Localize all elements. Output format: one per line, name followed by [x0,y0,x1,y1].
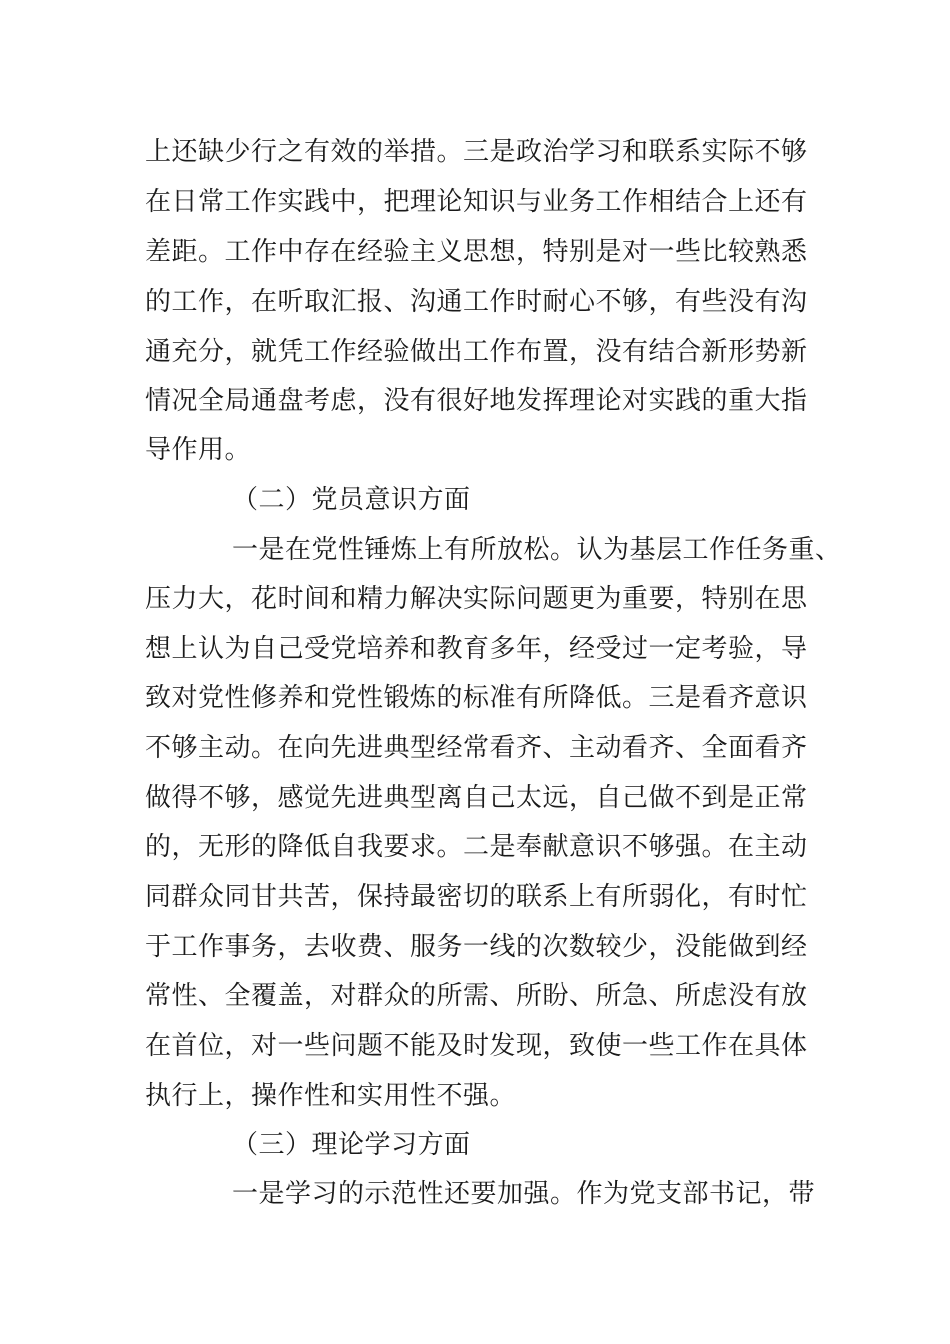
text-line: 在日常工作实践中，把理论知识与业务工作相结合上还有 [145,187,808,217]
text-line: 常性、全覆盖，对群众的所需、所盼、所急、所虑没有放 [145,981,808,1011]
text-line: 差距。工作中存在经验主义思想，特别是对一些比较熟悉 [145,237,808,267]
text-line: 上还缺少行之有效的举措。三是政治学习和联系实际不够 [145,137,808,167]
text-line: 一是在党性锤炼上有所放松。认为基层工作任务重、 [232,535,842,565]
text-line: 不够主动。在向先进典型经常看齐、主动看齐、全面看齐 [145,733,808,763]
text-line: 的，无形的降低自我要求。二是奉献意识不够强。在主动 [145,832,808,862]
text-line: 执行上，操作性和实用性不强。 [145,1081,517,1111]
text-line: 做得不够，感觉先进典型离自己太远，自己做不到是正常 [145,783,808,813]
text-line: 在首位，对一些问题不能及时发现，致使一些工作在具体 [145,1031,808,1061]
text-line: 通充分，就凭工作经验做出工作布置，没有结合新形势新 [145,337,808,367]
text-line: 想上认为自己受党培养和教育多年，经受过一定考验，导 [145,634,808,664]
text-line: 的工作，在听取汇报、沟通工作时耐心不够，有些没有沟 [145,287,808,317]
text-line: 一是学习的示范性还要加强。作为党支部书记，带 [232,1179,816,1209]
text-line: 同群众同甘共苦，保持最密切的联系上有所弱化，有时忙 [145,882,808,912]
text-line: 致对党性修养和党性锻炼的标准有所降低。三是看齐意识 [145,683,808,713]
text-line: 导作用。 [145,435,252,465]
text-line: 压力大，花时间和精力解决实际问题更为重要，特别在思 [145,584,808,614]
text-line: 情况全局通盘考虑，没有很好地发挥理论对实践的重大指 [145,386,808,416]
section-heading: （三）理论学习方面 [232,1130,471,1160]
text-line: 于工作事务，去收费、服务一线的次数较少，没能做到经 [145,932,808,962]
section-heading: （二）党员意识方面 [232,485,471,515]
